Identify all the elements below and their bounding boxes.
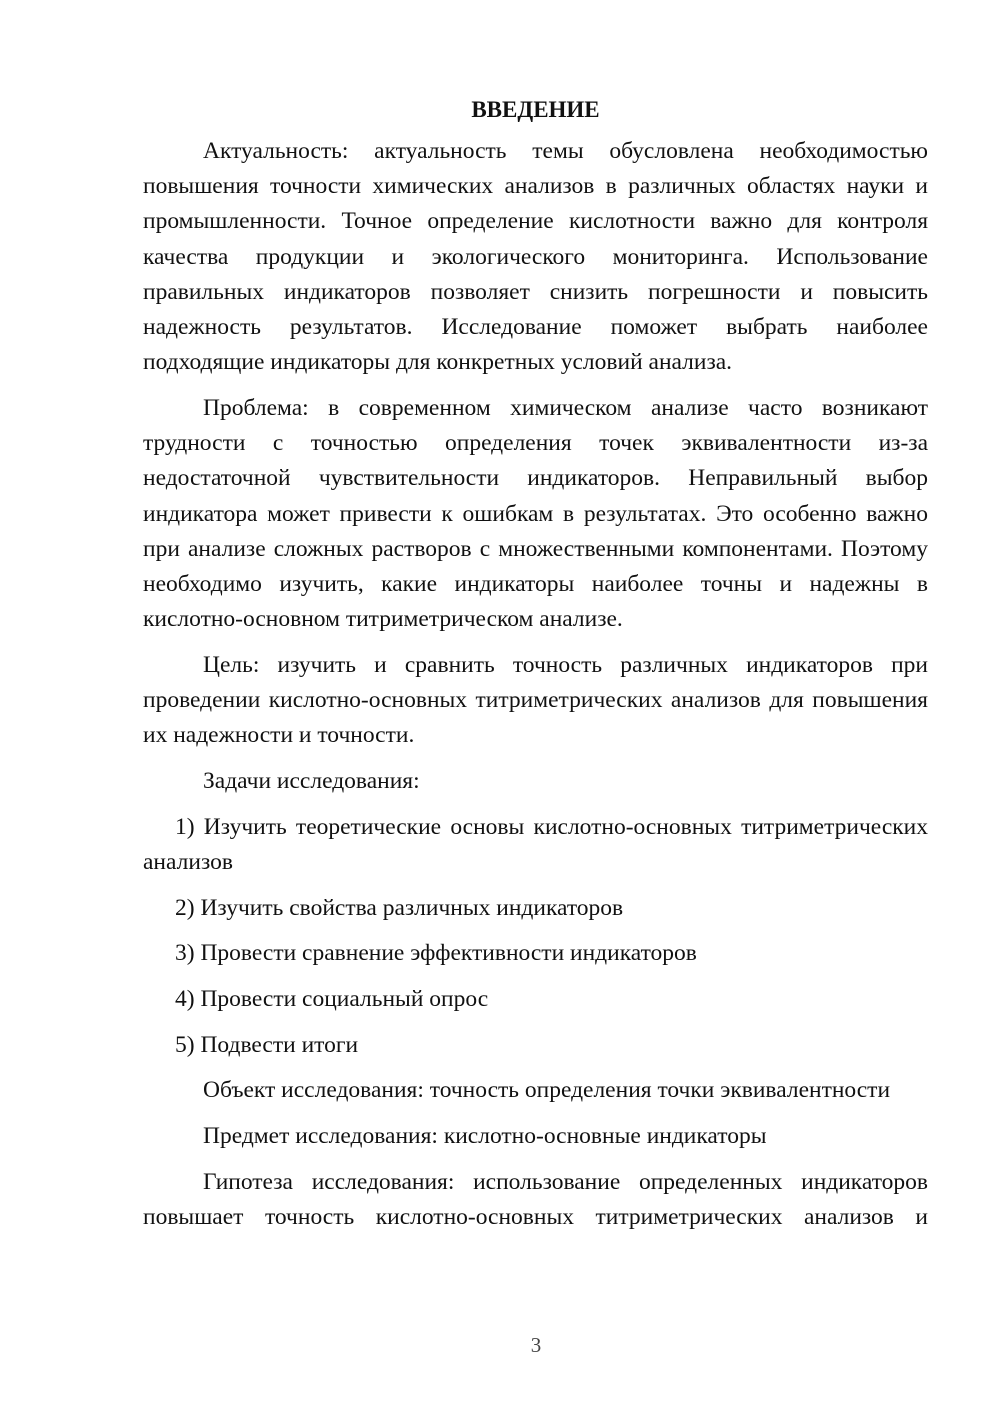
paragraph-goal: Цель: изучить и сравнить точность различных индикаторов при проведении кислотно-основных титриметрических анализов для повышения их надежности и точности.	[143, 651, 928, 749]
tasks-heading: Задачи исследования:	[203, 767, 420, 794]
task-item: 4) Провести социальный опрос	[175, 985, 489, 1012]
task-item: 1) Изучить теоретические основы кислотно-основных титриметрических анализов	[143, 813, 928, 875]
paragraph-object: Объект исследования: точность определения точки эквивалентности	[203, 1077, 891, 1104]
page-content	[143, 92, 928, 1246]
task-item: 2) Изучить свойства различных индикаторов	[175, 894, 624, 921]
task-item: 3) Провести сравнение эффективности индикаторов	[175, 940, 697, 967]
paragraph-subject: Предмет исследования: кислотно-основные индикаторы	[203, 1123, 767, 1150]
paragraph-relevance: Актуальность: актуальность темы обусловлена необходимостью повышения точности химических анализов в различных областях науки и промышленности. Точное определение кислотности важно для контроля качества продукции и экологического мониторинга. Использование правильных индикаторов позволяет снизить погрешности и повысить надежность результатов. Исследование поможет выбрать наиболее подходящие индикаторы для конкретных условий анализа.	[143, 138, 928, 376]
paragraph-hypothesis: Гипотеза исследования: использование определенных индикаторов повышает точность кислотно-основных титриметрических анализов и	[143, 1168, 928, 1230]
task-item: 5) Подвести итоги	[175, 1031, 359, 1058]
section-title: ВВЕДЕНИЕ	[471, 97, 600, 122]
paragraph-problem: Проблема: в современном химическом анализе часто возникают трудности с точностью определения точек эквивалентности из-за недостаточной чувствительности индикаторов. Неправильный выбор индикатора может привести к ошибкам в результатах. Это особенно важно при анализе сложных растворов с множественными компонентами. Поэтому необходимо изучить, какие индикаторы наиболее точны и надежны в кислотно-основном титриметрическом анализе.	[143, 394, 928, 633]
page-number: 3	[530, 1333, 542, 1357]
